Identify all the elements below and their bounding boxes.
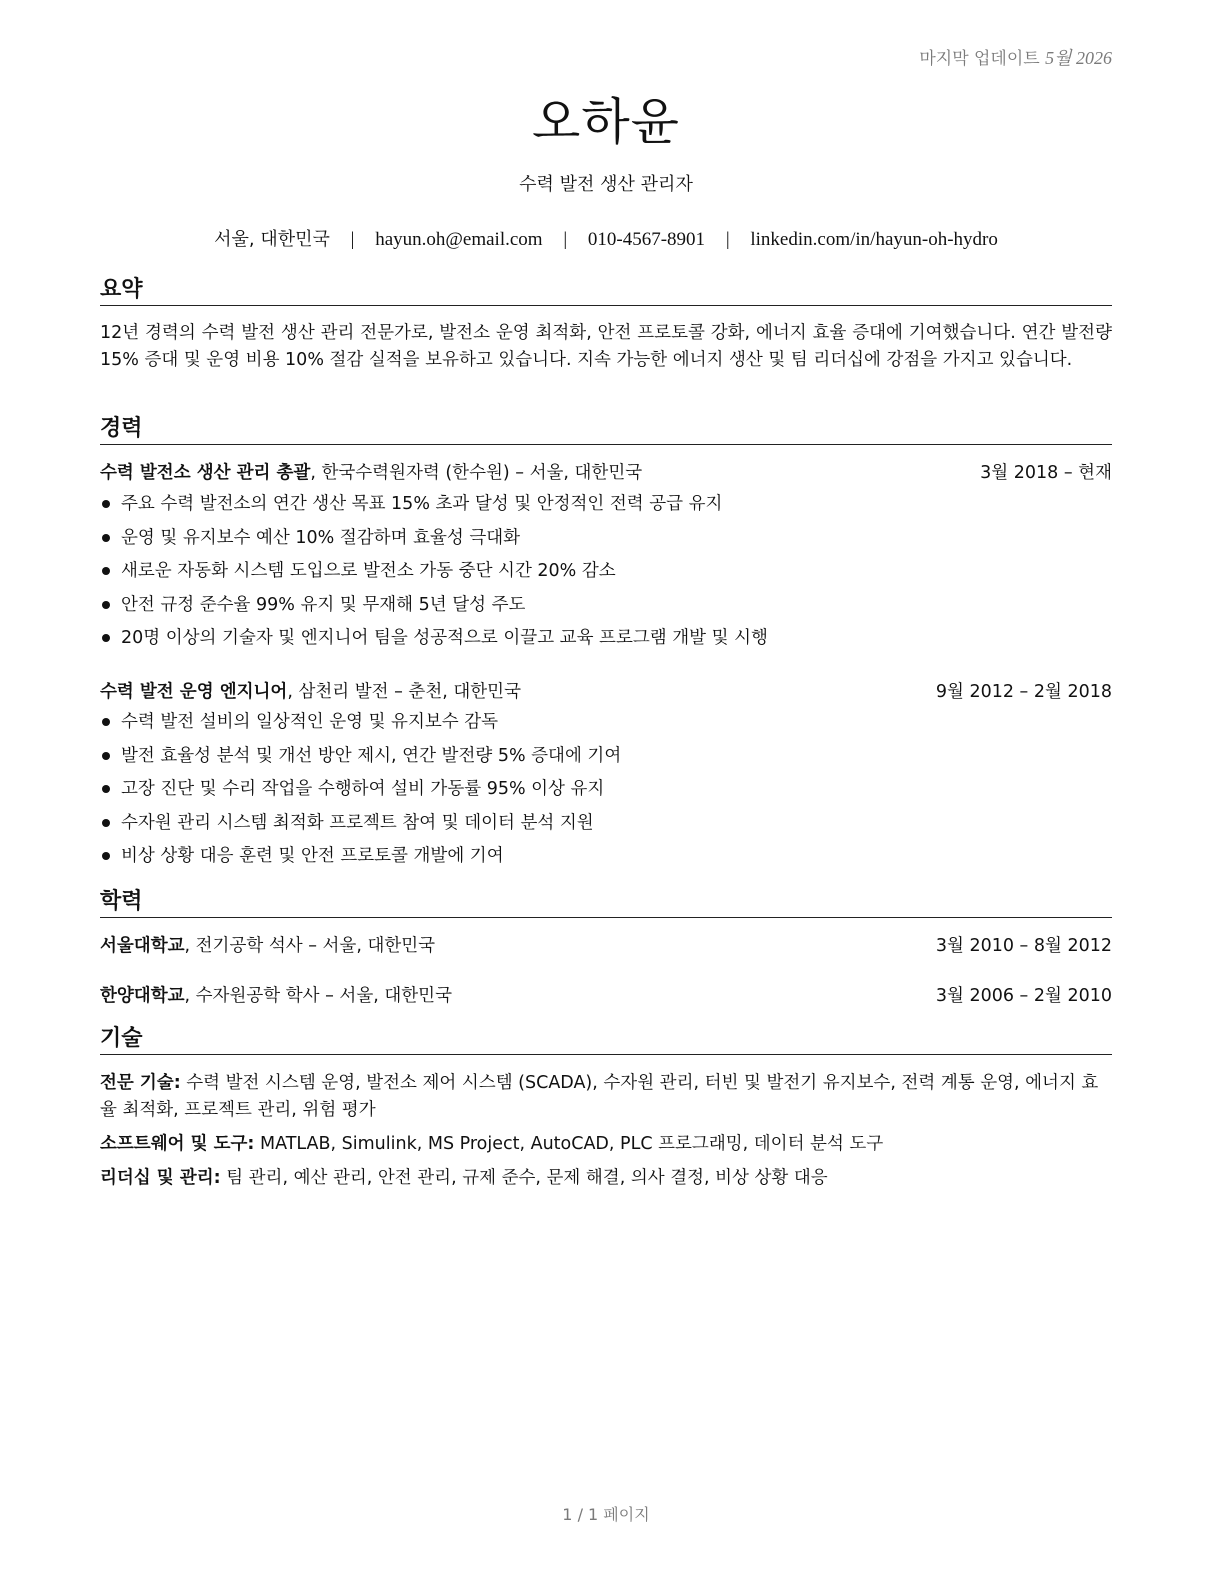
list-item: [100, 844, 1112, 878]
bullet-icon: [102, 819, 110, 827]
list-item: [100, 526, 1112, 560]
bullet-icon: [102, 601, 110, 609]
bullet-text: 20명 이상의 기술자 및 엔지니어 팀을 성공적으로 이끌고 교육 프로그램 개발 및 시행: [121, 628, 768, 649]
list-item: [100, 492, 1112, 526]
bullet-text: 새로운 자동화 시스템 도입으로 발전소 가동 중단 시간 20% 감소: [121, 561, 616, 582]
skill-label: 전문 기술:: [100, 1073, 181, 1093]
section-heading-education: 학력: [100, 889, 1112, 918]
job-dates: 3월 2018 – 현재: [980, 463, 1112, 483]
contact-line: [100, 225, 1112, 251]
list-item: [100, 626, 1112, 660]
skill-text: 수력 발전 시스템 운영, 발전소 제어 시스템 (SCADA), 수자원 관리, 터빈 및 발전기 유지보수, 전력 계통 운영, 에너지 효율 최적화, 프로젝트 관리, 위험 평가: [100, 1073, 1099, 1120]
bullet-icon: [102, 752, 110, 760]
job-role: 수력 발전 운영 엔지니어: [100, 682, 288, 702]
contact-separator: |: [725, 229, 730, 250]
skill-item: [100, 1131, 1112, 1158]
job-dates: 9월 2012 – 2월 2018: [935, 682, 1112, 702]
skill-item: [100, 1070, 1112, 1124]
education-detail: , 수자원공학 학사 – 서울, 대한민국: [184, 986, 452, 1006]
education-school: 서울대학교: [100, 936, 185, 956]
bullet-text: 발전 효율성 분석 및 개선 방안 제시, 연간 발전량 5% 증대에 기여: [121, 745, 622, 766]
skill-text: MATLAB, Simulink, MS Project, AutoCAD, PLC 프로그래밍, 데이터 분석 도구: [254, 1134, 884, 1154]
updated-date: 5월 2026: [1045, 48, 1112, 68]
skill-text: 팀 관리, 예산 관리, 안전 관리, 규제 준수, 문제 해결, 의사 결정, 비상 상황 대응: [220, 1168, 828, 1188]
bullet-text: 주요 수력 발전소의 연간 생산 목표 15% 초과 달성 및 안정적인 전력 공급 유지: [121, 494, 723, 514]
section-heading-experience: 경력: [100, 416, 1112, 445]
job-header: [100, 680, 1112, 704]
list-item: [100, 593, 1112, 627]
skill-label: 소프트웨어 및 도구:: [100, 1134, 255, 1154]
updated-prefix: 마지막 업데이트: [919, 49, 1040, 69]
section-heading-skills: 기술: [100, 1026, 1112, 1055]
education-detail: , 전기공학 석사 – 서울, 대한민국: [184, 936, 436, 956]
list-item: [100, 811, 1112, 845]
education-item: [100, 984, 1112, 1008]
page-number: 1 / 1 페이지: [562, 1505, 650, 1524]
skill-item: [100, 1165, 1112, 1192]
bullet-icon: [102, 534, 110, 542]
bullet-icon: [102, 634, 110, 642]
job-bullets: [100, 492, 1112, 660]
bullet-icon: [102, 567, 110, 575]
section-heading-summary: 요약: [100, 277, 1112, 306]
list-item: [100, 744, 1112, 778]
contact-separator: |: [350, 229, 355, 250]
bullet-icon: [102, 785, 110, 793]
job-role: 수력 발전소 생산 관리 총괄: [100, 463, 311, 483]
contact-phone: 010-4567-8901: [587, 229, 706, 250]
education-item: [100, 934, 1112, 958]
candidate-title: 수력 발전 생산 관리자: [519, 174, 693, 195]
bullet-icon: [102, 500, 110, 508]
education-school: 한양대학교: [100, 986, 185, 1006]
bullet-text: 수자원 관리 시스템 최적화 프로젝트 참여 및 데이터 분석 지원: [121, 812, 594, 833]
contact-location: 서울, 대한민국: [214, 229, 330, 250]
bullet-text: 수력 발전 설비의 일상적인 운영 및 유지보수 감독: [121, 712, 499, 732]
contact-linkedin[interactable]: linkedin.com/in/hayun-oh-hydro: [750, 229, 998, 250]
contact-separator: |: [563, 229, 568, 250]
list-item: [100, 710, 1112, 744]
job-org: , 한국수력원자력 (한수원) – 서울, 대한민국: [310, 463, 643, 483]
bullet-icon: [102, 718, 110, 726]
bullet-icon: [102, 852, 110, 860]
bullet-text: 안전 규정 준수율 99% 유지 및 무재해 5년 달성 주도: [121, 594, 526, 615]
last-updated: [919, 44, 1112, 70]
skill-label: 리더십 및 관리:: [100, 1168, 221, 1188]
bullet-text: 비상 상황 대응 훈련 및 안전 프로토콜 개발에 기여: [121, 846, 504, 867]
contact-email[interactable]: hayun.oh@email.com: [375, 229, 543, 250]
education-dates: 3월 2006 – 2월 2010: [935, 986, 1112, 1006]
bullet-text: 운영 및 유지보수 예산 10% 절감하며 효율성 극대화: [121, 527, 521, 548]
bullet-text: 고장 진단 및 수리 작업을 수행하여 설비 가동률 95% 이상 유지: [121, 779, 605, 800]
education-dates: 3월 2010 – 8월 2012: [935, 936, 1112, 956]
job-bullets: [100, 710, 1112, 878]
list-item: [100, 777, 1112, 811]
job-org: , 삼천리 발전 – 춘천, 대한민국: [287, 682, 521, 702]
list-item: [100, 559, 1112, 593]
summary-text: 12년 경력의 수력 발전 생산 관리 전문가로, 발전소 운영 최적화, 안전 프로토콜 강화, 에너지 효율 증대에 기여했습니다. 연간 발전량 15% 증대 및 운영 비용 10% 절감 실적을 보유하고 있습니다. 지속 가능한 에너지 생산 및 팀 리더십에 강점을 가지고 있습니다.: [100, 323, 1112, 370]
candidate-name: 오하윤: [532, 93, 680, 151]
job-header: [100, 461, 1112, 485]
resume-page: [100, 0, 1112, 1584]
